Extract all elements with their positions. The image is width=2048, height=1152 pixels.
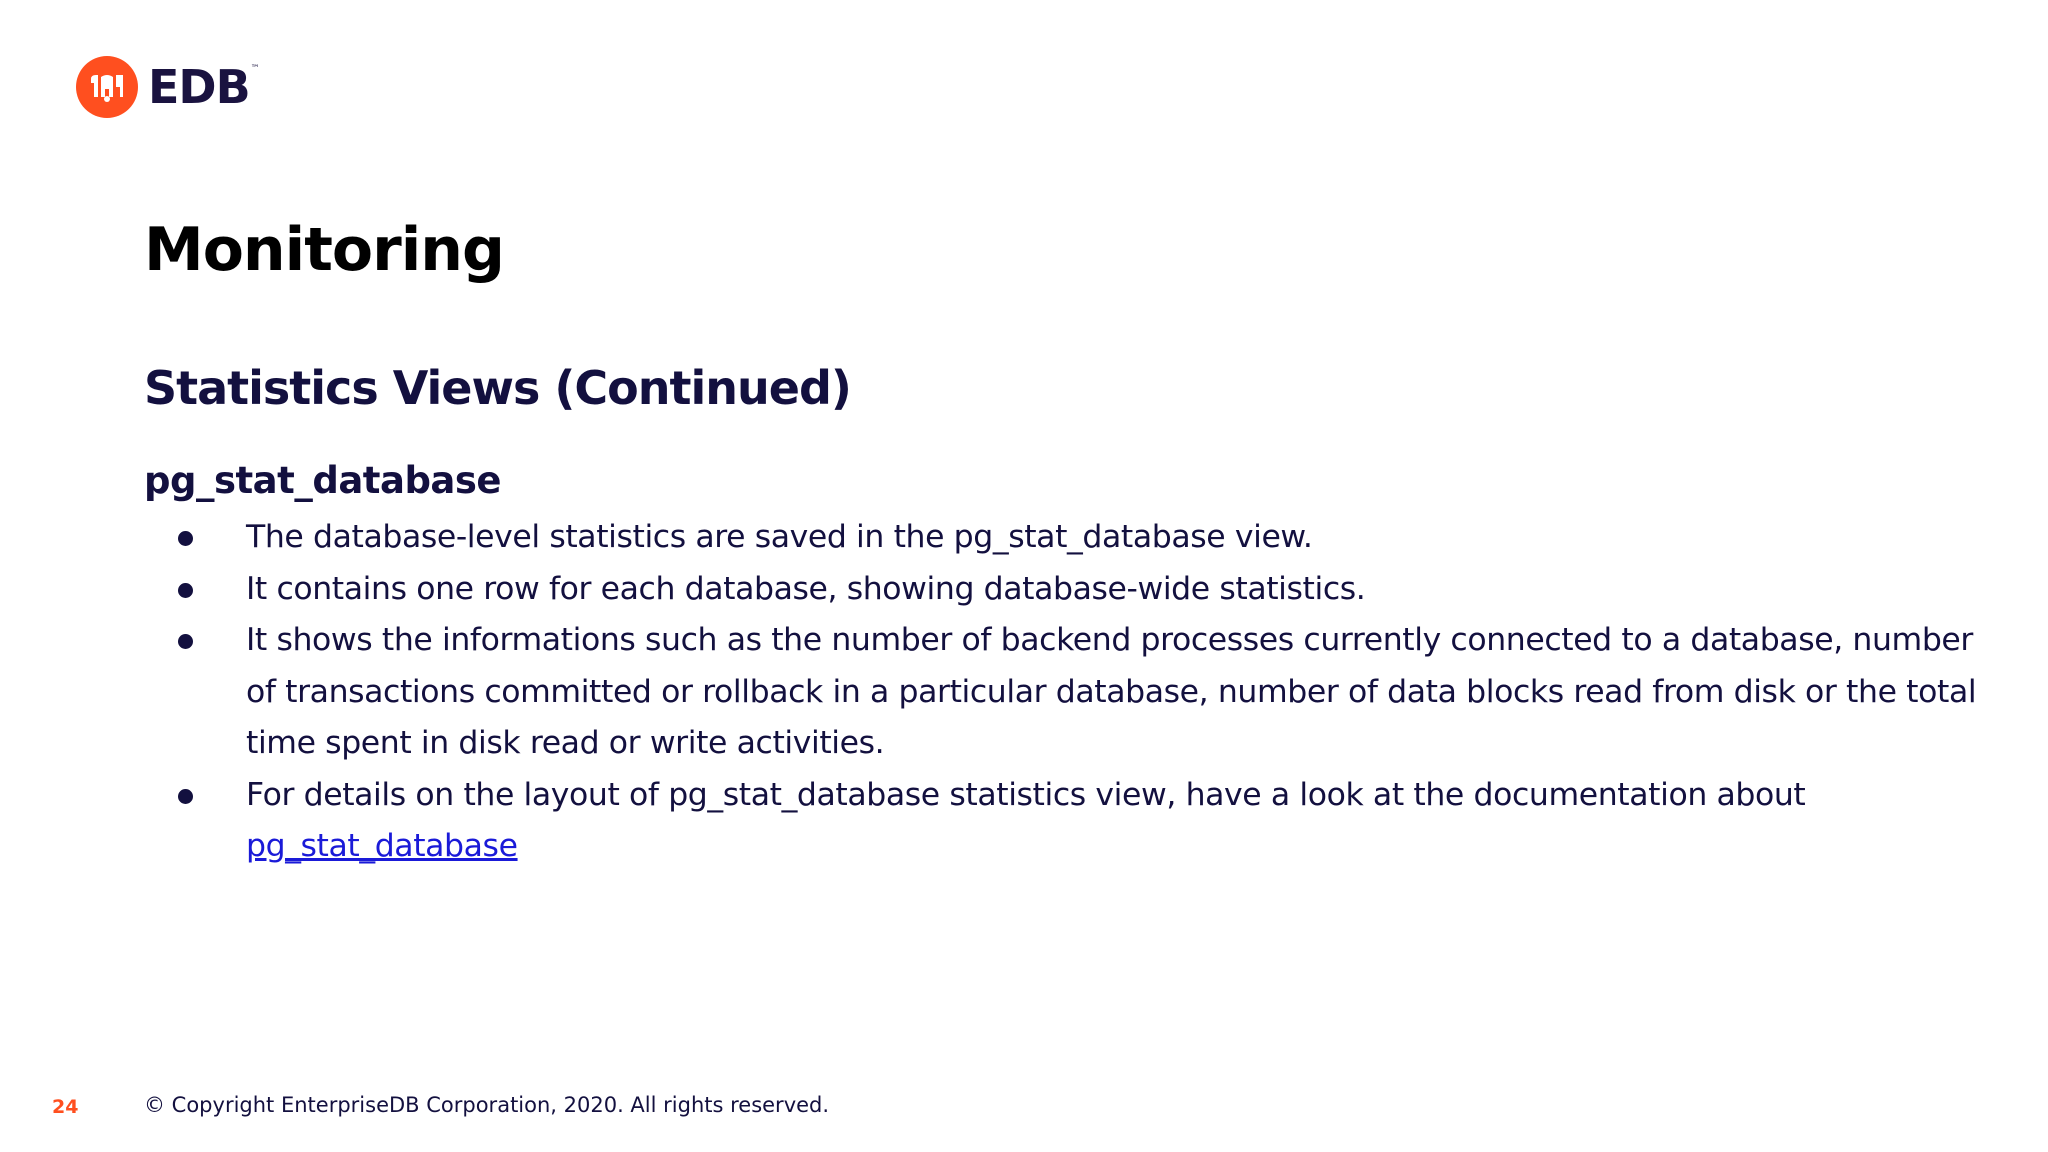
bullet-list (246, 512, 1986, 873)
logo-wordmark: EDB (148, 60, 250, 114)
logo-trademark: ™ (250, 64, 260, 74)
bullet-item (246, 615, 1986, 770)
elephant-logo-icon (76, 56, 138, 118)
bullet-dot-icon (178, 789, 193, 804)
copyright-notice: © Copyright EnterpriseDB Corporation, 2020. All rights reserved. (144, 1093, 830, 1117)
section-heading: pg_stat_database (144, 459, 502, 502)
bullet-text: For details on the layout of pg_stat_database statistics view, have a look at the documentation about (246, 776, 1806, 813)
page-title: Monitoring (144, 215, 504, 285)
edb-logo (76, 56, 260, 118)
bullet-dot-icon (178, 531, 193, 546)
bullet-text: It contains one row for each database, showing database-wide statistics. (246, 570, 1366, 607)
bullet-dot-icon (178, 583, 193, 598)
bullet-item (246, 564, 1986, 616)
bullet-item (246, 770, 1986, 873)
bullet-dot-icon (178, 634, 193, 649)
slide-page-number: 24 (52, 1096, 79, 1118)
bullet-item (246, 512, 1986, 564)
slide-subtitle: Statistics Views (Continued) (144, 361, 851, 415)
bullet-text: It shows the informations such as the number of backend processes currently connected to a database, number of transactions committed or rollback in a particular database, number of data blocks read from disk or the total time spent in disk read or write activities. (246, 622, 1977, 761)
bullet-text: The database-level statistics are saved in the pg_stat_database view. (246, 519, 1313, 555)
pg-stat-database-doc-link[interactable]: pg_stat_database (246, 828, 518, 864)
